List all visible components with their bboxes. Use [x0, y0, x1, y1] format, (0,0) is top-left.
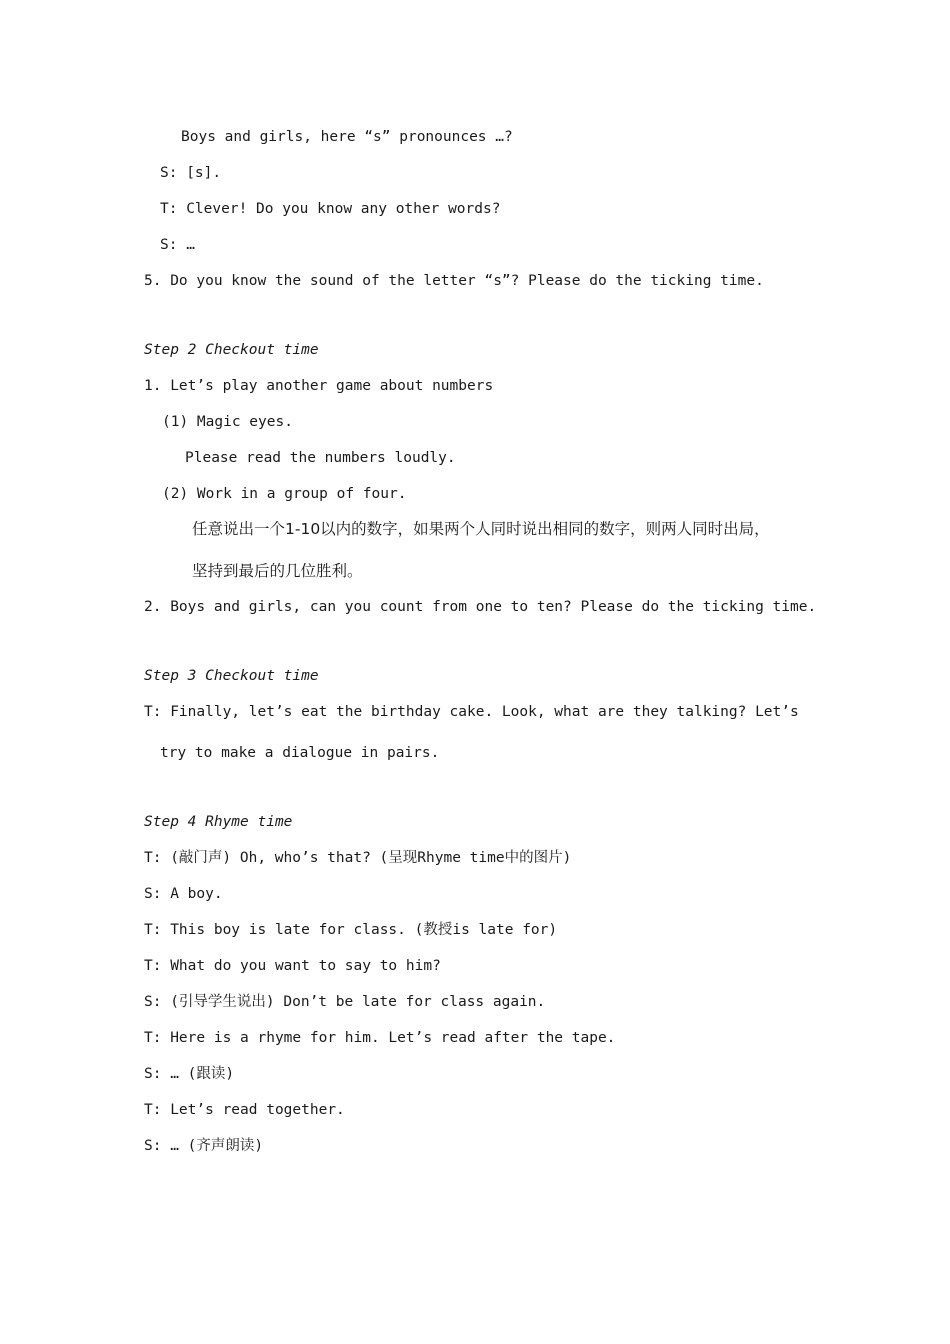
- text-line: try to make a dialogue in pairs.: [160, 745, 440, 761]
- section-heading: Step 2 Checkout time: [144, 342, 319, 358]
- text-line: Boys and girls, here “s” pronounces …?: [181, 129, 513, 145]
- text-line: 5. Do you know the sound of the letter “s”? Please do the ticking time.: [144, 273, 764, 289]
- text-line: T: What do you want to say to him?: [144, 958, 441, 974]
- text-line: S: (引导学生说出) Don’t be late for class again.: [144, 994, 546, 1010]
- text-line: S: … (跟读): [144, 1066, 235, 1082]
- text-line: S: …: [160, 237, 195, 253]
- text-line: T: Clever! Do you know any other words?: [160, 201, 501, 217]
- text-line: 1. Let’s play another game about numbers: [144, 378, 494, 394]
- text-line: S: A boy.: [144, 886, 223, 902]
- text-line: (2) Work in a group of four.: [162, 486, 407, 502]
- section-heading: Step 3 Checkout time: [144, 668, 319, 684]
- text-line: T: Let’s read together.: [144, 1102, 345, 1118]
- text-line: 2. Boys and girls, can you count from one to ten? Please do the ticking time.: [144, 599, 817, 615]
- text-line: T: Finally, let’s eat the birthday cake. Look, what are they talking? Let’s: [144, 704, 799, 720]
- section-heading: Step 4 Rhyme time: [144, 814, 293, 830]
- text-line: Please read the numbers loudly.: [185, 450, 456, 466]
- text-line: (1) Magic eyes.: [162, 414, 293, 430]
- text-line: T: This boy is late for class. (教授is late for): [144, 922, 558, 938]
- text-line: S: [s].: [160, 165, 222, 181]
- text-line: T: (敲门声) Oh, who’s that? (呈现Rhyme time中的图片): [144, 850, 572, 866]
- text-line: T: Here is a rhyme for him. Let’s read after the tape.: [144, 1030, 616, 1046]
- text-line: 任意说出一个1-10以内的数字，如果两个人同时说出相同的数字，则两人同时出局，: [192, 520, 770, 538]
- text-line: S: … (齐声朗读): [144, 1138, 264, 1154]
- text-line: 坚持到最后的几位胜利。: [192, 562, 363, 580]
